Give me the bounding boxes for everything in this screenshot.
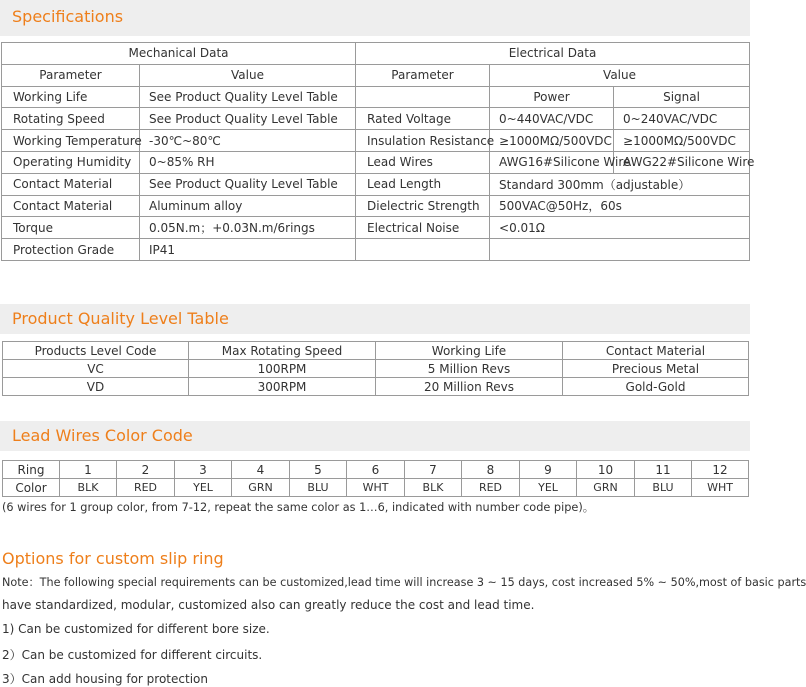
mech-value: -30℃~80℃ (140, 130, 356, 152)
wire-color: WHT (347, 479, 405, 497)
wire-color: RED (117, 479, 175, 497)
lead-wires-note: (6 wires for 1 group color, from 7-12, repeat the same color as 1…6, indicated with number code pipe)。 (2, 501, 595, 514)
table-row (2, 43, 750, 65)
table-row (3, 479, 749, 497)
table-row (2, 130, 750, 152)
ring-label: Ring (3, 461, 60, 479)
options-note-line-1: Note：The following special requirements can be customized,lead time will increase 3 ~ 15 days, cost increased 5% ~ 50%,most of basic parts (2, 576, 806, 589)
ring-number: 10 (577, 461, 635, 479)
options-note-line-2: have standardized, modular, customized also can greatly reduce the cost and lead time. (2, 598, 535, 612)
quality-title: Product Quality Level Table (0, 304, 750, 334)
elec-param: Electrical Noise (356, 217, 490, 239)
wire-color: BLU (635, 479, 692, 497)
quality-cell: 100RPM (189, 360, 376, 378)
quality-cell: VC (3, 360, 189, 378)
mech-value: See Product Quality Level Table (140, 108, 356, 130)
lead-wires-table (2, 460, 749, 497)
mech-param: Working Life (2, 86, 140, 108)
elec-param: Lead Length (356, 173, 490, 195)
elec-param: Insulation Resistance (356, 130, 490, 152)
ring-number: 9 (520, 461, 577, 479)
wire-color: GRN (577, 479, 635, 497)
quality-header-speed: Max Rotating Speed (189, 342, 376, 360)
mechanical-data-header: Mechanical Data (2, 43, 356, 65)
table-row (3, 461, 749, 479)
elec-value: <0.01Ω (490, 217, 750, 239)
mech-param: Working Temperature (2, 130, 140, 152)
mech-param: Torque (2, 217, 140, 239)
table-row (3, 342, 749, 360)
empty-cell (356, 86, 490, 108)
ring-number: 12 (692, 461, 749, 479)
elec-power: 0~440VAC/VDC (490, 108, 614, 130)
quality-cell: 20 Million Revs (376, 378, 563, 396)
table-row (2, 64, 750, 86)
wire-color: YEL (520, 479, 577, 497)
mech-value: 0~85% RH (140, 151, 356, 173)
mech-param: Protection Grade (2, 239, 140, 261)
elec-param: Rated Voltage (356, 108, 490, 130)
color-label: Color (3, 479, 60, 497)
elec-param: Dielectric Strength (356, 195, 490, 217)
quality-cell: Precious Metal (563, 360, 749, 378)
ring-number: 11 (635, 461, 692, 479)
quality-cell: 5 Million Revs (376, 360, 563, 378)
elec-power: AWG16#Silicone Wire (490, 151, 614, 173)
table-row (2, 108, 750, 130)
options-item-circuits: 2）Can be customized for different circuits. (2, 648, 263, 662)
wire-color: GRN (232, 479, 290, 497)
parameter-header: Parameter (2, 64, 140, 86)
elec-signal: AWG22#Silicone Wire (614, 151, 750, 173)
ring-number: 6 (347, 461, 405, 479)
lead-wires-title: Lead Wires Color Code (0, 421, 750, 451)
parameter-header: Parameter (356, 64, 490, 86)
mech-value: See Product Quality Level Table (140, 86, 356, 108)
value-header: Value (140, 64, 356, 86)
elec-value: Standard 300mm（adjustable） (490, 173, 750, 195)
mech-value: IP41 (140, 239, 356, 261)
mech-value: See Product Quality Level Table (140, 173, 356, 195)
electrical-data-header: Electrical Data (356, 43, 750, 65)
mech-param: Contact Material (2, 195, 140, 217)
quality-header-level: Products Level Code (3, 342, 189, 360)
specifications-table (1, 42, 755, 261)
elec-power: ≥1000MΩ/500VDC (490, 130, 614, 152)
wire-color: RED (462, 479, 520, 497)
mech-value: 0.05N.m；+0.03N.m/6rings (140, 217, 356, 239)
table-row (2, 217, 750, 239)
empty-cell (490, 239, 750, 261)
options-title: Options for custom slip ring (2, 549, 224, 568)
mech-param: Rotating Speed (2, 108, 140, 130)
table-row (3, 378, 749, 396)
mech-param: Operating Humidity (2, 151, 140, 173)
specifications-title: Specifications (0, 0, 750, 36)
elec-param: Lead Wires (356, 151, 490, 173)
options-item-bore: 1) Can be customized for different bore size. (2, 622, 270, 636)
value-header: Value (490, 64, 750, 86)
table-row (2, 86, 750, 108)
ring-number: 4 (232, 461, 290, 479)
signal-header: Signal (614, 86, 750, 108)
ring-number: 8 (462, 461, 520, 479)
mech-param: Contact Material (2, 173, 140, 195)
ring-number: 1 (60, 461, 117, 479)
ring-number: 7 (405, 461, 462, 479)
quality-header-life: Working Life (376, 342, 563, 360)
elec-signal: ≥1000MΩ/500VDC (614, 130, 750, 152)
quality-header-material: Contact Material (563, 342, 749, 360)
options-item-housing: 3）Can add housing for protection (2, 672, 208, 686)
wire-color: BLU (290, 479, 347, 497)
wire-color: BLK (60, 479, 117, 497)
elec-signal: 0~240VAC/VDC (614, 108, 750, 130)
quality-cell: Gold-Gold (563, 378, 749, 396)
empty-cell (356, 239, 490, 261)
elec-value: 500VAC@50Hz，60s (490, 195, 750, 217)
quality-table (2, 341, 749, 396)
mech-value: Aluminum alloy (140, 195, 356, 217)
quality-cell: VD (3, 378, 189, 396)
wire-color: BLK (405, 479, 462, 497)
ring-number: 3 (175, 461, 232, 479)
power-header: Power (490, 86, 614, 108)
table-row (2, 239, 750, 261)
table-row (2, 151, 750, 173)
wire-color: WHT (692, 479, 749, 497)
table-row (2, 173, 750, 195)
table-row (3, 360, 749, 378)
wire-color: YEL (175, 479, 232, 497)
table-row (2, 195, 750, 217)
quality-cell: 300RPM (189, 378, 376, 396)
ring-number: 5 (290, 461, 347, 479)
ring-number: 2 (117, 461, 175, 479)
